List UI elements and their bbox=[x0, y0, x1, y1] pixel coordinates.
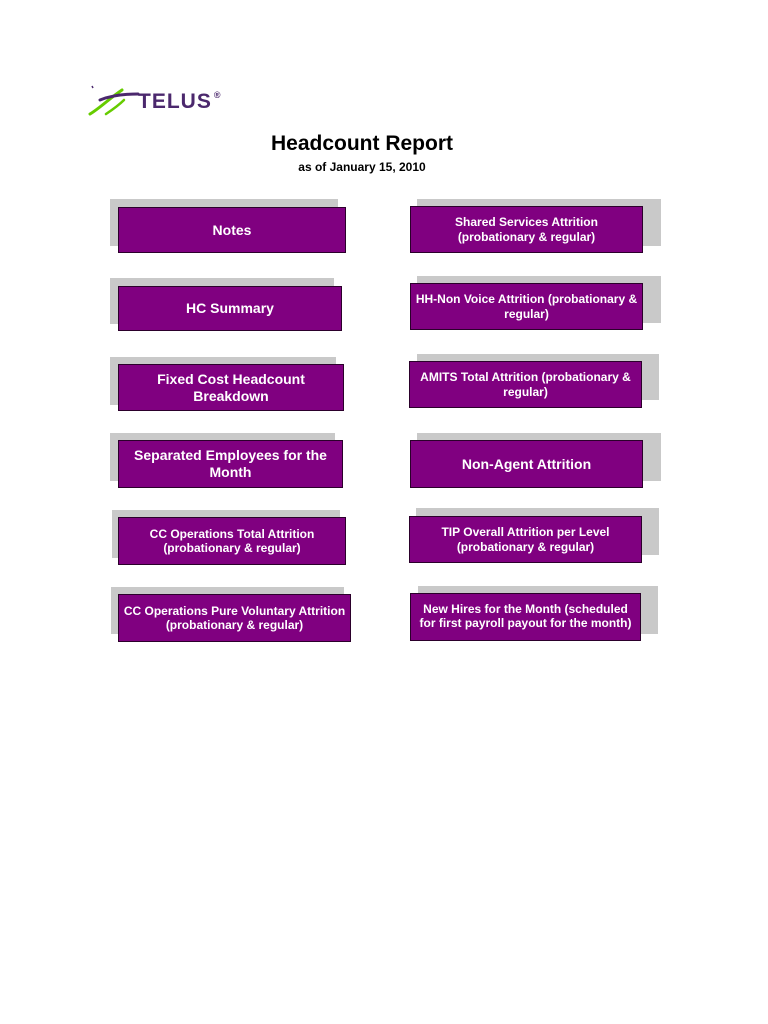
logo-wordmark: TELUS ® bbox=[138, 90, 222, 113]
telus-logo bbox=[86, 84, 246, 120]
tip-overall-attrition-button[interactable]: TIP Overall Attrition per Level (probationary & regular) bbox=[409, 516, 642, 563]
shared-services-attrition-button[interactable]: Shared Services Attrition (probationary & regular) bbox=[410, 206, 643, 253]
cc-operations-total-attrition-button[interactable]: CC Operations Total Attrition (probationary & regular) bbox=[118, 517, 346, 565]
hh-non-voice-attrition-button[interactable]: HH-Non Voice Attrition (probationary & regular) bbox=[410, 283, 643, 330]
telus-swoosh-icon bbox=[86, 84, 142, 120]
separated-employees-button[interactable]: Separated Employees for the Month bbox=[118, 440, 343, 488]
notes-button[interactable]: Notes bbox=[118, 207, 346, 253]
page-title: Headcount Report bbox=[270, 132, 453, 155]
new-hires-button[interactable]: New Hires for the Month (scheduled for first payroll payout for the month) bbox=[410, 593, 641, 641]
hc-summary-button[interactable]: HC Summary bbox=[118, 286, 342, 331]
non-agent-attrition-button[interactable]: Non-Agent Attrition bbox=[410, 440, 643, 488]
cc-operations-voluntary-attrition-button[interactable]: CC Operations Pure Voluntary Attrition (probationary & regular) bbox=[118, 594, 351, 642]
page-subtitle: as of January 15, 2010 bbox=[298, 160, 426, 174]
fixed-cost-headcount-button[interactable]: Fixed Cost Headcount Breakdown bbox=[118, 364, 344, 411]
amits-total-attrition-button[interactable]: AMITS Total Attrition (probationary & regular) bbox=[409, 361, 642, 408]
